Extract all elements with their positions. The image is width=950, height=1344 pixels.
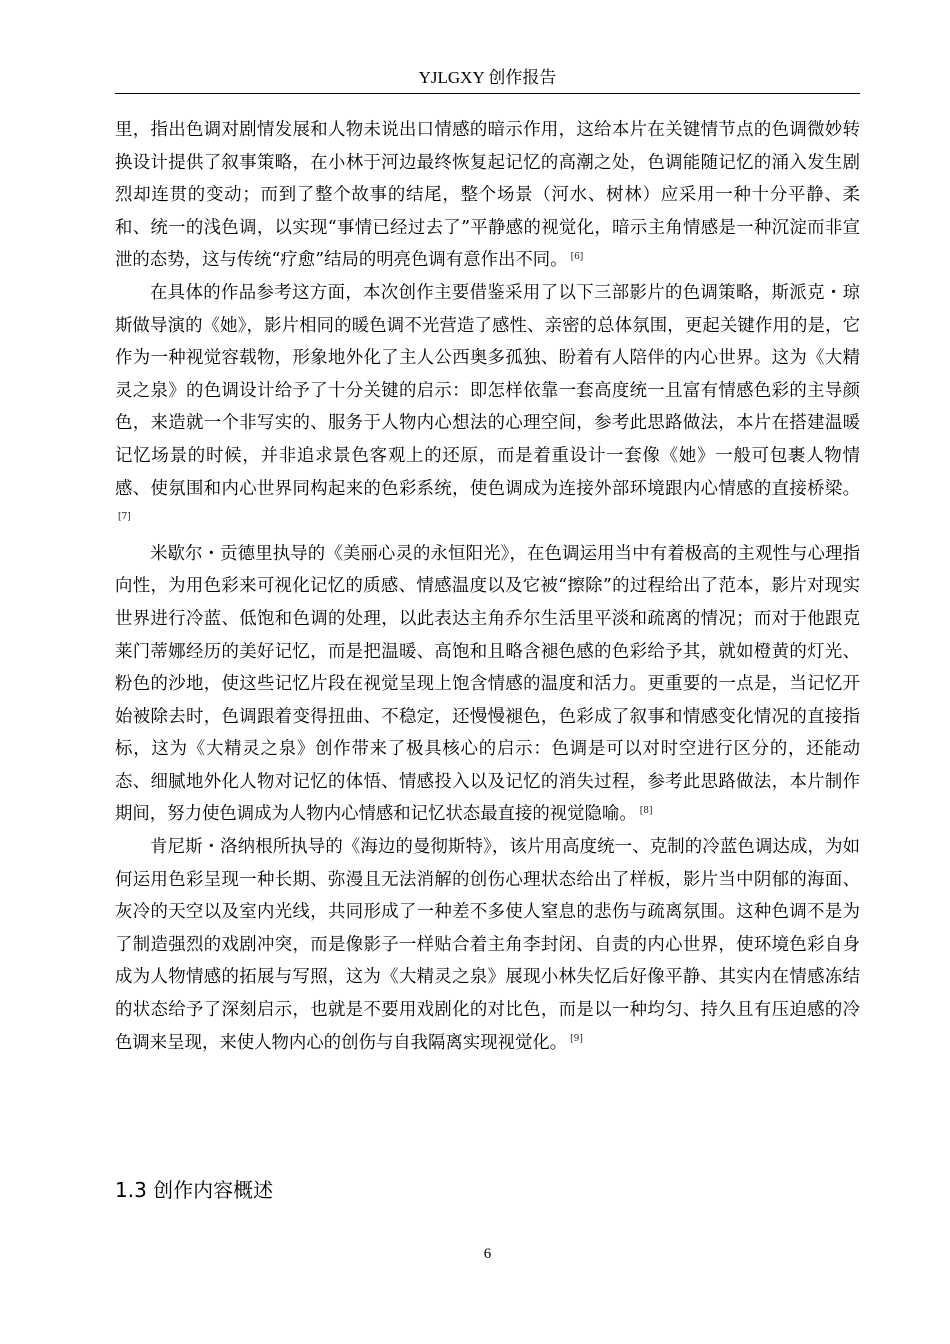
paragraph-text: 在具体的作品参考这方面，本次创作主要借鉴采用了以下三部影片的色调策略，斯派克・琼斯做导演的《她》，影片相同的暖色调不光营造了感性、亲密的总体氛围，更起关键作用的是，它作为一种视觉容载物，形象地外化了主人公西奥多孤独、盼着有人陪伴的内心世界。这为《大精灵之泉》的色调设计给予了十分关键的启示：即怎样依靠一套高度统一且富有情感色彩的主导颜色，来造就一个非写实的、服务于人物内心想法的心理空间，参考此思路做法，本片在搭建温暖记忆场景的时候，并非追求景色客观上的还原，而是着重设计一套像《她》一般可包裹人物情感、使氛围和内心世界同构起来的色彩系统，使色调成为连接外部环境跟内心情感的直接桥梁。: [115, 282, 860, 499]
citation-6[interactable]: [6]: [570, 251, 584, 262]
paragraph-text: 里，指出色调对剧情发展和人物未说出口情感的暗示作用，这给本片在关键情节点的色调微妙转换设计提供了叙事策略，在小林于河边最终恢复起记忆的高潮之处，色调能随记忆的涌入发生剧烈却连贯的变动；而到了整个故事的结尾，整个场景（河水、树林）应采用一种十分平静、柔和、统一的浅色调，以实现“事情已经过去了”平静感的视觉化，暗示主角情感是一种沉淀而非宣泄的态势，这与传统“疗愈”结局的明亮色调有意作出不同。: [115, 120, 860, 271]
citation-8[interactable]: [8]: [639, 805, 653, 816]
paragraph-4: [115, 831, 860, 1059]
paragraph-1: [115, 114, 860, 277]
running-header: YJLGXY 创作报告: [418, 68, 557, 87]
body-text: [115, 114, 860, 1059]
paragraph-text: 肯尼斯・洛纳根所执导的《海边的曼彻斯特》，该片用高度统一、克制的冷蓝色调达成，为如何运用色彩呈现一种长期、弥漫且无法消解的创伤心理状态给出了样板，影片当中阴郁的海面、灰冷的天空以及室内光线，共同形成了一种差不多使人窒息的悲伤与疏离氛围。这种色调不是为了制造强烈的戏剧冲突，而是像影子一样贴合着主角李封闭、自责的内心世界，使环境色彩自身成为人物情感的拓展与写照，这为《大精灵之泉》展现小林失忆后好像平静、其实内在情感冻结的状态给予了深刻启示，也就是不要用戏剧化的对比色，而是以一种均匀、持久且有压迫感的冷色调来呈现，来使人物内心的创伤与自我隔离实现视觉化。: [115, 837, 860, 1053]
header-rule: [115, 93, 860, 94]
page-number: 6: [483, 1246, 492, 1262]
citation-9[interactable]: [9]: [570, 1033, 583, 1044]
citation-7[interactable]: [7]: [118, 512, 131, 523]
paragraph-text: 米歇尔・贡德里执导的《美丽心灵的永恒阳光》，在色调运用当中有着极高的主观性与心理指向性，为用色彩来可视化记忆的质感、情感温度以及它被“擦除”的过程给出了范本，影片对现实世界进行冷蓝、低饱和色调的处理，以此表达主角乔尔生活里平淡和疏离的情况；而对于他跟克莱门蒂娜经历的美好记忆，而是把温暖、高饱和且略含褪色感的色彩给予其，就如橙黄的灯光、粉色的沙地，使这些记忆片段在视觉呈现上饱含情感的温度和活力。更重要的一点是，当记忆开始被除去时，色调跟着变得扭曲、不稳定，还慢慢褪色，色彩成了叙事和情感变化情况的直接指标，这为《大精灵之泉》创作带来了极具核心的启示：色调是可以对时空进行区分的，还能动态、细腻地外化人物对记忆的体悟、情感投入以及记忆的消失过程，参考此思路做法，本片制作期间，努力使色调成为人物内心情感和记忆状态最直接的视觉隐喻。: [115, 543, 860, 825]
paragraph-2: [115, 277, 860, 538]
section-heading: 1.3 创作内容概述: [115, 1178, 274, 1202]
paragraph-3: [115, 538, 860, 831]
